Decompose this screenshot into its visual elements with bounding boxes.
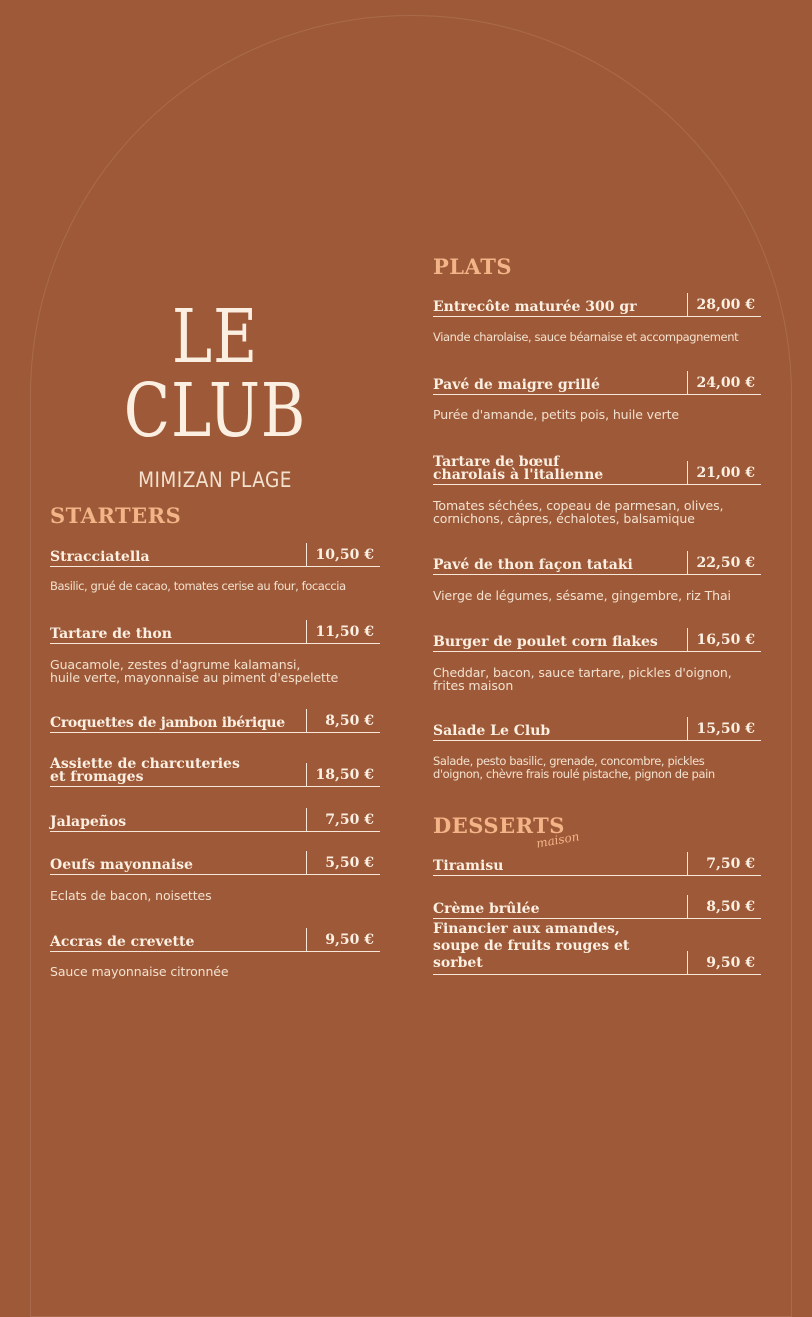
item-price: 7,50 €: [706, 856, 755, 872]
item-description: Tomates séchées, copeau de parmesan, olives, cornichons, câpres, échalotes, balsamique: [433, 498, 724, 526]
divider: [433, 394, 687, 395]
item-price: 8,50 €: [706, 899, 755, 915]
item-price: 28,00 €: [696, 297, 755, 313]
item-description: Salade, pesto basilic, grenade, concombre, pickles d'oignon, chèvre frais roulé pistache, pignon de pain: [433, 754, 715, 781]
menu-item-tiramisu: [433, 850, 761, 876]
price-box: [306, 928, 380, 952]
divider: [50, 951, 306, 952]
item-name: Tartare de thon: [50, 626, 172, 642]
menu-item-salade: [433, 715, 761, 741]
menu-item-pave-thon: [433, 549, 761, 575]
price-box: [687, 852, 761, 876]
desserts-heading: DESSERTS: [433, 813, 565, 838]
item-description: Basilic, grué de cacao, tomates cerise au four, focaccia: [50, 579, 346, 593]
price-box: [687, 551, 761, 575]
item-description: Guacamole, zestes d'agrume kalamansi, huile verte, mayonnaise au piment d'espelette: [50, 657, 339, 685]
divider: [50, 831, 306, 832]
restaurant-name: LE CLUB: [123, 294, 307, 454]
price-box: [687, 717, 761, 741]
menu-item-financier: [433, 921, 761, 975]
plats-heading: PLATS: [433, 254, 512, 279]
price-box: [687, 293, 761, 317]
item-name: Financier aux amandes, soupe de fruits rouges et sorbet: [433, 921, 630, 971]
item-price: 9,50 €: [325, 932, 374, 948]
price-box: [306, 543, 380, 567]
item-name: Tiramisu: [433, 858, 504, 874]
menu-item-creme-brulee: [433, 893, 761, 919]
item-price: 7,50 €: [325, 812, 374, 828]
restaurant-location: MIMIZAN PLAGE: [138, 468, 292, 492]
price-box: [306, 620, 380, 644]
divider: [433, 740, 687, 741]
price-box: [687, 461, 761, 485]
item-price: 9,50 €: [706, 955, 755, 971]
item-name: Jalapeños: [50, 814, 127, 830]
item-name: Tartare de bœuf charolais à l'italienne: [433, 454, 604, 483]
menu-item-jalapenos: [50, 806, 380, 832]
menu-item-burger: [433, 626, 761, 652]
price-box: [687, 951, 761, 975]
item-price: 15,50 €: [696, 721, 755, 737]
price-box: [687, 628, 761, 652]
item-name: Accras de crevette: [50, 934, 195, 950]
divider: [433, 875, 687, 876]
item-name: Oeufs mayonnaise: [50, 857, 193, 873]
divider: [433, 574, 687, 575]
item-name: Pavé de maigre grillé: [433, 377, 600, 393]
divider: [50, 786, 306, 787]
menu-item-croquettes: [50, 707, 380, 733]
item-price: 10,50 €: [315, 547, 374, 563]
menu-item-tartare-de-thon: [50, 618, 380, 644]
price-box: [306, 709, 380, 733]
item-price: 24,00 €: [696, 375, 755, 391]
menu-item-entrecote: [433, 291, 761, 317]
item-description: Cheddar, bacon, sauce tartare, pickles d'oignon, frites maison: [433, 665, 732, 693]
divider: [50, 566, 306, 567]
item-name: Burger de poulet corn flakes: [433, 634, 658, 650]
brand-block: [40, 294, 390, 492]
price-box: [306, 851, 380, 875]
item-name: Stracciatella: [50, 549, 150, 565]
price-box: [687, 371, 761, 395]
item-name: Entrecôte maturée 300 gr: [433, 299, 637, 315]
divider: [50, 643, 306, 644]
price-box: [306, 808, 380, 832]
item-name: Pavé de thon façon tataki: [433, 557, 633, 573]
menu-item-assiette: [50, 756, 380, 787]
starters-heading: STARTERS: [50, 503, 182, 528]
item-description: Purée d'amande, petits pois, huile verte: [433, 407, 679, 422]
item-price: 16,50 €: [696, 632, 755, 648]
divider: [433, 651, 687, 652]
item-price: 22,50 €: [696, 555, 755, 571]
item-price: 18,50 €: [315, 767, 374, 783]
divider: [433, 918, 687, 919]
menu-item-tartare-boeuf: [433, 454, 761, 485]
divider: [50, 874, 306, 875]
divider: [433, 974, 687, 975]
item-description: Sauce mayonnaise citronnée: [50, 964, 229, 979]
item-name: Crème brûlée: [433, 901, 540, 917]
divider: [433, 316, 687, 317]
item-name: Assiette de charcuteries et fromages: [50, 756, 240, 785]
menu-item-pave-maigre: [433, 369, 761, 395]
price-box: [687, 895, 761, 919]
menu-item-oeufs: [50, 849, 380, 875]
menu-item-stracciatella: [50, 541, 380, 567]
item-price: 5,50 €: [325, 855, 374, 871]
maison-tag: maison: [535, 829, 581, 851]
menu-item-accras: [50, 926, 380, 952]
item-price: 11,50 €: [315, 624, 374, 640]
item-price: 8,50 €: [325, 713, 374, 729]
item-description: Viande charolaise, sauce béarnaise et accompagnement: [433, 330, 739, 344]
price-box: [306, 763, 380, 787]
divider: [433, 484, 687, 485]
item-price: 21,00 €: [696, 465, 755, 481]
item-name: Croquettes de jambon ibérique: [50, 715, 285, 731]
divider: [50, 732, 306, 733]
item-name: Salade Le Club: [433, 723, 551, 739]
item-description: Vierge de légumes, sésame, gingembre, riz Thai: [433, 588, 731, 603]
item-description: Eclats de bacon, noisettes: [50, 888, 212, 903]
